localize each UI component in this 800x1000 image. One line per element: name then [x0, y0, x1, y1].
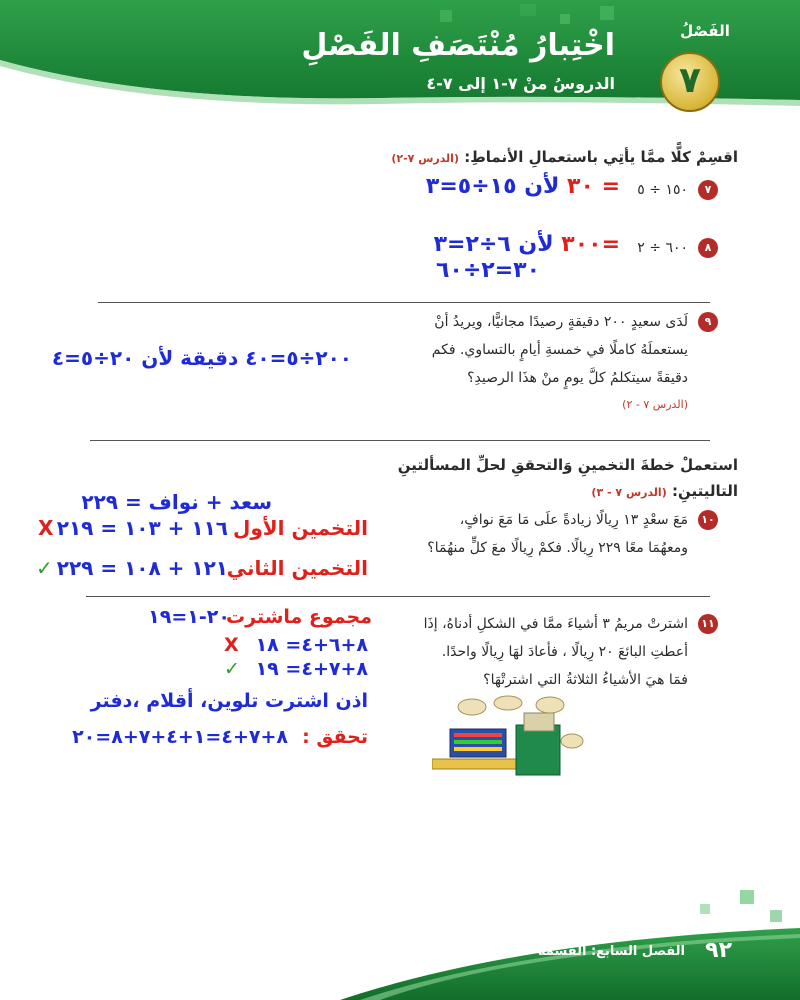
q7-answer	[426, 174, 620, 199]
q8-problem: ٦٠٠ ÷ ٢	[637, 240, 688, 256]
section2-heading-line2-text: التاليتينِ:	[671, 482, 738, 500]
divider-3	[86, 596, 710, 597]
section1-heading-text: اقسِمْ كلًّا ممَّا يأتِي باستعمالِ الأنماطِ:	[464, 148, 738, 166]
q10-line-2: ومعهُمَا معًا ٢٢٩ رِيالًا. فكمْ رِيالًا معَ كلٍّ منهُمَا؟	[427, 540, 688, 556]
divider-1	[98, 302, 710, 303]
q10-guess1-expr: ١١٦ + ١٠٣ = ٢١٩	[56, 516, 228, 540]
question-number-11: ١١	[698, 614, 718, 634]
price-tag-icon	[458, 699, 486, 715]
page-number: ٩٢	[705, 938, 732, 963]
divider-2	[90, 440, 710, 441]
question-number-8: ٨	[698, 238, 718, 258]
q11-try2-check-mark: ✓	[224, 658, 240, 680]
section1-heading	[391, 148, 738, 166]
q8-answer-main: =٣٠٠	[561, 232, 620, 257]
q11-answer-total-expr: ٢٠-١=١٩	[148, 606, 230, 628]
q11-try1-wrong-mark: X	[224, 634, 239, 656]
q9-line-1: لَدَى سعيدٍ ٢٠٠ دقيقةٍ رصيدًا مجانيًّا، ويريدُ أنْ	[434, 314, 688, 330]
price-tag-icon	[494, 696, 522, 710]
q7-answer-value: ٣٠	[567, 174, 594, 199]
page-footer	[0, 880, 800, 1000]
q11-answer-check-label: تحقق :	[302, 726, 368, 748]
q11-answer-try1: ٨+٦+٤= ١٨	[255, 634, 368, 656]
q9-ref: (الدرس ٧ - ٢)	[622, 398, 688, 411]
q10-guess1-label: التخمين الأول	[232, 516, 368, 540]
q11-line-2: أعطتِ البائعَ ٢٠ رِيالًا ، فأعادَ لهَا رِيالًا واحدًا.	[441, 644, 688, 660]
price-tag-icon	[536, 697, 564, 713]
q7-answer-reason: لأن ١٥÷٥=٣	[425, 174, 560, 199]
q8-answer-reason: لأن ٦÷٢=٣	[433, 232, 554, 257]
section2-heading-line2	[591, 482, 738, 500]
footer-chapter-label: الفصل السابع:	[590, 944, 685, 959]
q9-line-2: يستعملَهُ كاملًا في خمسةِ أيامٍ بالتساوي. فكم	[431, 342, 688, 358]
q10-answer-setup: سعد + نواف = ٢٢٩	[81, 490, 272, 514]
q11-line-3: فمَا هيَ الأشياءُ الثلاثةُ التي اشترتْهَا؟	[483, 672, 688, 688]
q10-guess2-check-mark: ✓	[36, 556, 53, 580]
question-number-9: ٩	[698, 312, 718, 332]
page-subtitle: الدروسُ منْ ٧-١ إلى ٧-٤	[426, 74, 615, 93]
footer-background	[0, 880, 800, 1000]
page-title: اخْتِبارُ مُنْتَصَفِ الفَصْلِ	[301, 28, 615, 63]
q11-answer-try2: ٨+٧+٤= ١٩	[255, 658, 368, 680]
q10-line-1: مَعَ سعْدٍ ١٣ رِيالًا زيادةً علَى مَا مَعَ نوافٍ،	[459, 512, 688, 528]
q10-guess2-expr: ١٢١ + ١٠٨ = ٢٢٩	[56, 556, 228, 580]
price-tag-icon	[561, 734, 583, 748]
calculator-icon	[524, 713, 554, 731]
question-number-10: ١٠	[698, 510, 718, 530]
section2-heading-line1: استعملْ خطةَ التخمينِ وَالتحققِ لحلِّ المسألتينِ	[397, 456, 738, 474]
q11-line-1: اشترتْ مريمُ ٣ أشياءَ ممَّا في الشكلِ أدناهُ، إذَا	[423, 616, 688, 632]
q8-answer	[434, 232, 620, 257]
q7-answer-equals: =	[601, 174, 620, 199]
chapter-badge-word: الفَصْلُ	[680, 22, 730, 40]
notebook-icon	[516, 725, 560, 775]
q10-guess1-wrong-mark: X	[38, 516, 54, 540]
footer-chapter-name: القسمة على عدد من رقم واحد	[389, 944, 587, 959]
q11-answer-check-expr: ٨+٧+٤=١+٤+٧+٨=٢٠	[72, 726, 288, 748]
chapter-number-badge: ٧	[660, 52, 720, 112]
section2-ref: (الدرس ٧ - ٣)	[591, 486, 667, 499]
q11-answer-total-label: مجموع ماشترت	[226, 606, 372, 628]
chapter-header	[0, 0, 800, 115]
q9-line-3: دقيقةً سيتكلمُ كلَّ يومٍ منْ هذَا الرصيدِ؟	[467, 370, 688, 386]
footer-chapter-title	[390, 944, 685, 959]
q8-answer-line2: ٣٠=٢÷٦٠	[435, 258, 540, 283]
q7-problem: ١٥٠ ÷ ٥	[637, 182, 688, 198]
question-number-7: ٧	[698, 180, 718, 200]
q11-answer-conclusion: اذن اشترت تلوين، أقلام ،دفتر	[90, 690, 368, 712]
q11-items-illustration	[432, 695, 584, 787]
q9-answer: ٢٠٠÷٥=٤٠ دقيقة لأن ٢٠÷٥=٤	[51, 346, 352, 370]
q10-guess2-label: التخمين الثاني	[226, 556, 368, 580]
section1-ref: (الدرس ٧-٢)	[391, 152, 459, 165]
